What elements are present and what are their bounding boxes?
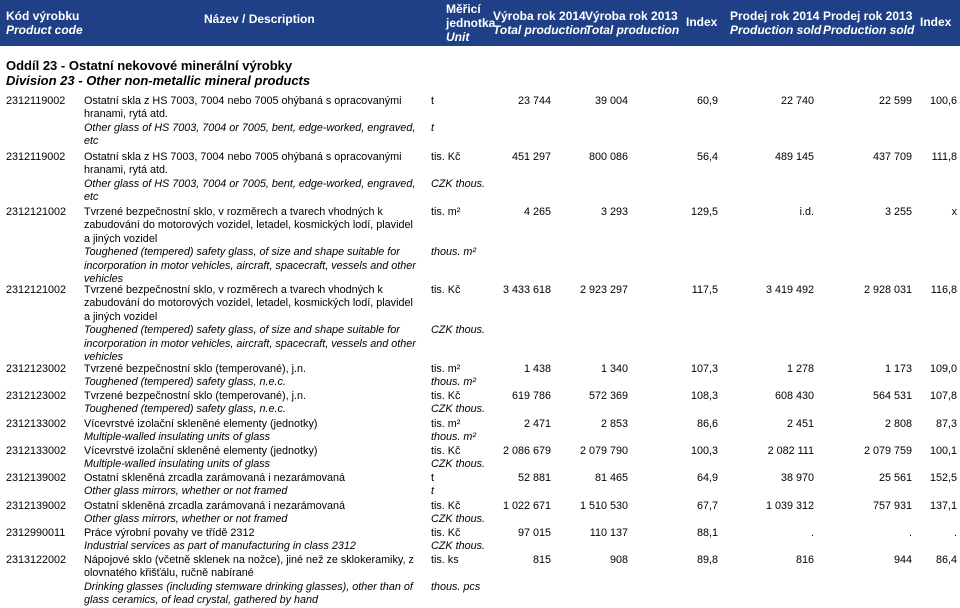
production-2013: 572 369 — [588, 390, 628, 402]
unit-cs: tis. Kč — [431, 284, 461, 296]
description-en: Other glass of HS 7003, 7004 or 7005, bent, edge-worked, engraved, etc — [84, 177, 416, 204]
sold-2014: 489 145 — [774, 151, 814, 163]
product-code: 2312119002 — [6, 95, 66, 107]
sold-index: 100,1 — [929, 445, 957, 457]
production-2013: 908 — [609, 554, 628, 566]
sold-index: 152,5 — [929, 472, 957, 484]
table-row — [0, 390, 960, 418]
header-code-cs: Kód výrobku — [6, 9, 80, 23]
sold-2014: 2 082 111 — [767, 445, 814, 457]
sold-index: 87,3 — [935, 418, 957, 430]
product-code: 2312123002 — [6, 363, 67, 375]
production-2014: 2 471 — [523, 418, 551, 430]
production-index: 86,6 — [696, 418, 718, 430]
table-row — [0, 445, 960, 472]
table-row — [0, 527, 960, 554]
unit — [431, 151, 486, 190]
production-2013: 2 853 — [600, 418, 628, 430]
header-prod2014-en: Total production — [493, 23, 588, 37]
sold-2014: 816 — [795, 554, 814, 566]
sold-2014: . — [811, 527, 814, 539]
table-row — [0, 500, 960, 527]
sold-index: x — [951, 206, 957, 218]
sold-2014: 38 970 — [780, 472, 814, 484]
header-prod2013-cs: Výroba rok 2013 — [585, 9, 678, 23]
sold-2013: 1 173 — [884, 363, 912, 375]
production-2014: 619 786 — [511, 390, 551, 402]
product-description — [84, 418, 420, 445]
header-index1-label: Index — [686, 15, 718, 29]
production-2013: 110 137 — [589, 527, 628, 539]
sold-2013: 2 808 — [884, 418, 912, 430]
unit — [431, 284, 486, 337]
product-code: 2312990011 — [6, 527, 66, 539]
description-en: Other glass mirrors, whether or not framed — [84, 485, 288, 498]
unit-cs: tis. Kč — [431, 445, 461, 457]
product-description — [84, 472, 420, 499]
header-sold2013-cs: Prodej rok 2013 — [823, 9, 913, 23]
unit-en: thous. m² — [431, 246, 477, 259]
header-prod2013-en: Total production — [585, 23, 680, 37]
description-cs: Vícevrstvé izolační skleněné elementy (jednotky) — [84, 445, 318, 457]
product-code: 2312133002 — [6, 418, 67, 430]
description-cs: Tvrzené bezpečnostní sklo (temperované), j.n. — [84, 390, 307, 402]
sold-index: 109,0 — [929, 363, 957, 375]
description-en: Toughened (tempered) safety glass, n.e.c. — [84, 376, 286, 389]
section-title-cs: Oddíl 23 - Ostatní nekovové minerální výrobky — [6, 58, 293, 73]
sold-2013: 2 079 759 — [863, 445, 912, 457]
production-index: 117,5 — [691, 284, 718, 296]
production-index: 64,9 — [696, 472, 718, 484]
sold-index: . — [954, 527, 957, 539]
header-prod2014 — [493, 9, 587, 37]
section-title-en: Division 23 - Other non-metallic mineral products — [6, 73, 311, 88]
header-code-en: Product code — [6, 23, 83, 37]
production-index: 100,3 — [690, 445, 718, 457]
production-2014: 52 881 — [517, 472, 551, 484]
header-sold2013-en: Production sold — [823, 23, 915, 37]
production-2013: 81 465 — [594, 472, 628, 484]
production-2014: 4 265 — [523, 206, 551, 218]
production-index: 56,4 — [696, 151, 718, 163]
sold-2014: 2 451 — [786, 418, 814, 430]
production-2014: 23 744 — [517, 95, 551, 107]
production-2013: 2 923 297 — [579, 284, 628, 296]
header-code — [6, 9, 83, 37]
production-2014: 815 — [532, 554, 551, 566]
description-cs: Tvrzené bezpečnostní sklo, v rozměrech a tvarech vhodných k zabudování do motorových vozidel, letadel, kosmických lodí, plavidel a jiných vozidel — [84, 284, 413, 323]
product-code: 2312139002 — [6, 500, 67, 512]
header-index2-label: Index — [920, 15, 952, 29]
unit — [431, 418, 477, 444]
product-code: 2312121002 — [6, 206, 67, 218]
unit — [431, 554, 481, 593]
description-en: Drinking glasses (including stemware drinking glasses), other than of glass ceramics, of lead crystal, gathered by hand — [84, 580, 413, 607]
sold-index: 111,8 — [931, 151, 957, 163]
description-cs: Tvrzené bezpečnostní sklo (temperované), j.n. — [84, 363, 307, 375]
header-unit-cs: Měřicí jednotka — [446, 2, 496, 30]
unit-cs: tis. Kč — [431, 527, 461, 539]
unit-cs: tis. Kč — [431, 500, 461, 512]
sold-2013: 757 931 — [872, 500, 912, 512]
production-index: 60,9 — [696, 95, 718, 107]
unit-en: CZK thous. — [431, 324, 486, 337]
sold-2013: . — [909, 527, 912, 539]
table-row — [0, 206, 960, 284]
unit — [431, 472, 434, 498]
description-cs: Ostatní skleněná zrcadla zarámovaná i nezarámovaná — [84, 472, 346, 484]
unit-en: CZK thous. — [431, 458, 486, 471]
unit-cs: tis. m² — [431, 418, 461, 430]
unit-en: CZK thous. — [431, 513, 486, 526]
description-cs: Ostatní skla z HS 7003, 7004 nebo 7005 ohýbaná s opracovanými hranami, rytá atd. — [84, 95, 402, 121]
product-description — [84, 206, 420, 286]
production-2013: 1 510 530 — [579, 500, 628, 512]
product-code: 2312139002 — [6, 472, 67, 484]
product-description — [84, 554, 420, 608]
unit — [431, 95, 434, 134]
production-index: 89,8 — [696, 554, 718, 566]
description-cs: Ostatní skleněná zrcadla zarámovaná i nezarámovaná — [84, 500, 346, 512]
header-index2 — [920, 15, 951, 29]
sold-2013: 437 709 — [872, 151, 912, 163]
unit — [431, 363, 477, 389]
product-description — [84, 284, 420, 364]
unit — [431, 500, 486, 526]
production-2014: 3 433 618 — [502, 284, 551, 296]
sold-index: 86,4 — [935, 554, 957, 566]
unit-cs: t — [431, 95, 434, 107]
production-2013: 2 079 790 — [579, 445, 628, 457]
product-code: 2312119002 — [6, 151, 66, 163]
unit-en: CZK thous. — [431, 177, 486, 190]
unit-en: t — [431, 485, 434, 498]
production-index: 67,7 — [696, 500, 718, 512]
description-en: Toughened (tempered) safety glass, of size and shape suitable for incorporation in motor vehicles, aircraft, spacecraft, vessels and other vehicles — [84, 324, 416, 364]
sold-2014: 1 039 312 — [765, 500, 814, 512]
sold-2014: 1 278 — [786, 363, 814, 375]
unit-cs: tis. m² — [431, 206, 461, 218]
header-prod2013 — [585, 9, 679, 37]
unit — [431, 445, 486, 471]
sold-2014: 608 430 — [774, 390, 814, 402]
product-code: 2313122002 — [6, 554, 67, 566]
production-2014: 2 086 679 — [502, 445, 551, 457]
unit-en: thous. m² — [431, 431, 477, 444]
sold-2013: 2 928 031 — [863, 284, 912, 296]
production-index: 107,3 — [690, 363, 718, 375]
production-2013: 39 004 — [594, 95, 628, 107]
table-row — [0, 284, 960, 363]
description-cs: Nápojové sklo (včetně sklenek na nožce), jiné než ze sklokeramiky, z olovnatého křišťálu, ručně nabírané — [84, 554, 414, 580]
unit — [431, 527, 486, 553]
production-index: 129,5 — [690, 206, 718, 218]
description-en: Multiple-walled insulating units of glass — [84, 431, 271, 444]
production-2014: 451 297 — [511, 151, 551, 163]
header-sold2014 — [730, 9, 821, 37]
sold-2013: 22 599 — [878, 95, 912, 107]
header-sold2014-en: Production sold — [730, 23, 822, 37]
production-2013: 1 340 — [600, 363, 628, 375]
product-description — [84, 151, 420, 205]
table-header — [0, 0, 960, 46]
header-sold2014-cs: Prodej rok 2014 — [730, 9, 820, 23]
product-description — [84, 363, 420, 390]
table-row — [0, 472, 960, 500]
production-2013: 800 086 — [588, 151, 628, 163]
sold-2013: 944 — [893, 554, 912, 566]
description-cs: Tvrzené bezpečnostní sklo, v rozměrech a tvarech vhodných k zabudování do motorových vozidel, letadel, kosmických lodí, plavidel a jiných vozidel — [84, 206, 413, 245]
table-row — [0, 554, 960, 606]
product-description — [84, 390, 420, 417]
description-cs: Ostatní skla z HS 7003, 7004 nebo 7005 ohýbaná s opracovanými hranami, rytá atd. — [84, 151, 402, 177]
table-row — [0, 363, 960, 390]
table-row — [0, 95, 960, 151]
unit-cs: t — [431, 472, 434, 484]
unit-cs: tis. Kč — [431, 151, 461, 163]
production-2014: 1 022 671 — [502, 500, 551, 512]
production-2013: 3 293 — [600, 206, 628, 218]
unit-en: CZK thous. — [431, 540, 486, 553]
product-description — [84, 500, 420, 527]
description-cs: Práce výrobní povahy ve třídě 2312 — [84, 527, 255, 539]
description-en: Toughened (tempered) safety glass, n.e.c. — [84, 403, 286, 416]
section-title — [6, 58, 956, 88]
production-2014: 1 438 — [523, 363, 551, 375]
production-index: 88,1 — [696, 527, 718, 539]
description-en: Toughened (tempered) safety glass, of size and shape suitable for incorporation in motor vehicles, aircraft, spacecraft, vessels and other vehicles — [84, 246, 416, 286]
unit-en: t — [431, 121, 434, 134]
product-description — [84, 95, 420, 149]
sold-2013: 564 531 — [872, 390, 912, 402]
sold-2014: i.d. — [799, 206, 814, 218]
header-name — [204, 12, 315, 26]
sold-2014: 22 740 — [780, 95, 814, 107]
table-row — [0, 151, 960, 206]
header-sold2013 — [823, 9, 914, 37]
header-name-cs: Název / Description — [204, 12, 315, 26]
header-unit-en: Unit — [446, 30, 470, 44]
header-prod2014-cs: Výroba rok 2014 — [493, 9, 586, 23]
unit-en: CZK thous. — [431, 403, 486, 416]
sold-index: 137,1 — [929, 500, 957, 512]
sold-2013: 25 561 — [878, 472, 912, 484]
unit-cs: tis. Kč — [431, 390, 461, 402]
unit — [431, 390, 486, 416]
product-code: 2312121002 — [6, 284, 67, 296]
description-en: Other glass of HS 7003, 7004 or 7005, bent, edge-worked, engraved, etc — [84, 121, 416, 148]
product-code: 2312123002 — [6, 390, 67, 402]
sold-2014: 3 419 492 — [765, 284, 814, 296]
unit-en: thous. pcs — [431, 580, 481, 593]
product-description — [84, 527, 420, 554]
sold-2013: 3 255 — [884, 206, 912, 218]
product-code: 2312133002 — [6, 445, 67, 457]
sold-index: 116,8 — [930, 284, 957, 296]
production-index: 108,3 — [690, 390, 718, 402]
sold-index: 107,8 — [929, 390, 957, 402]
description-en: Industrial services as part of manufacturing in class 2312 — [84, 540, 356, 553]
production-2014: 97 015 — [517, 527, 551, 539]
description-cs: Vícevrstvé izolační skleněné elementy (jednotky) — [84, 418, 318, 430]
product-description — [84, 445, 420, 472]
table-row — [0, 418, 960, 445]
unit-cs: tis. ks — [431, 554, 459, 566]
sold-index: 100,6 — [929, 95, 957, 107]
description-en: Other glass mirrors, whether or not framed — [84, 513, 288, 526]
unit — [431, 206, 477, 259]
description-en: Multiple-walled insulating units of glass — [84, 458, 271, 471]
header-index1 — [686, 15, 717, 29]
unit-en: thous. m² — [431, 376, 477, 389]
unit-cs: tis. m² — [431, 363, 461, 375]
